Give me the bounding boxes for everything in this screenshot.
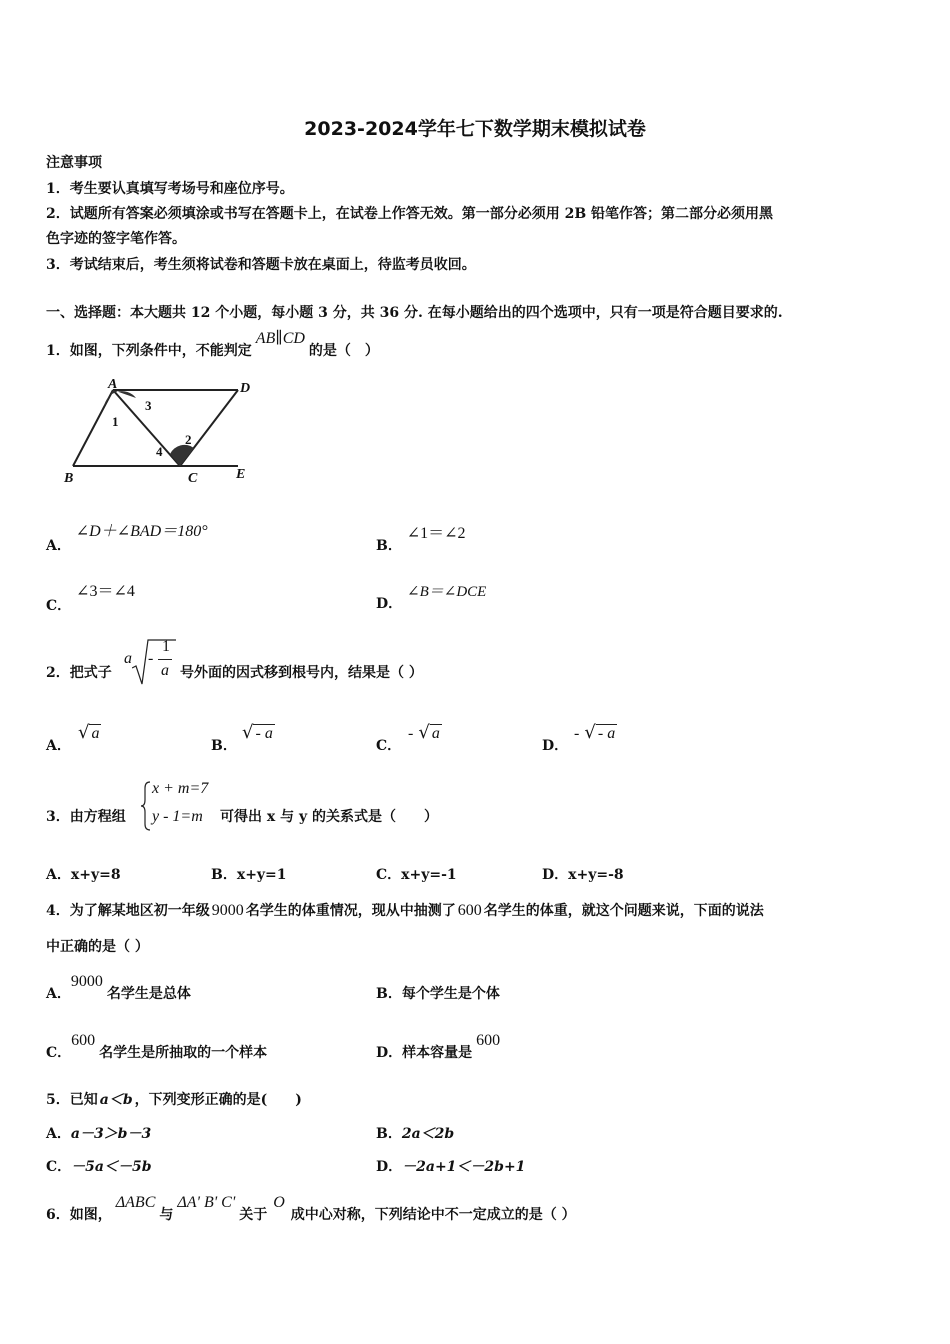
q3-option-a-text: x+y=8: [70, 867, 121, 883]
q6-triangle-abc: ΔABC: [115, 1194, 156, 1211]
q5-prefix: 5．已知: [46, 1092, 98, 1108]
q6-triangle-abc-prime: ΔA' B' C': [177, 1194, 236, 1211]
q3-option-a[interactable]: [46, 864, 121, 884]
q1-option-d-math: ∠B＝∠DCE: [407, 584, 487, 600]
label-b: B: [64, 471, 74, 486]
page-title: 2023-2024学年七下数学期末模拟试卷: [304, 118, 646, 140]
q3-option-c-text: x+y=-1: [401, 867, 457, 883]
q3-eq2: y - 1=m: [152, 808, 203, 825]
q4-option-c-num: 600: [71, 1032, 96, 1049]
q3-option-a-letter: A．: [46, 867, 71, 883]
q4-line1-c: 名学生的体重，就这个问题来说，下面的说法: [483, 903, 764, 919]
q4-option-c[interactable]: [46, 1032, 268, 1062]
q1-option-b-letter: B．: [376, 538, 402, 554]
label-2: 2: [185, 432, 192, 447]
q5-option-d[interactable]: [376, 1156, 525, 1176]
q5-option-b-text: 2a＜2b: [401, 1126, 455, 1142]
q4-option-b-text: 每个学生是个体: [401, 986, 500, 1002]
q1-suffix: 的是（ ）: [308, 343, 379, 359]
q4-n1: 9000: [211, 902, 244, 919]
q6-mid1: 与: [159, 1207, 174, 1223]
q1-formula: AB∥CD: [255, 330, 305, 347]
q3-option-d[interactable]: [542, 864, 624, 884]
q6-mid2: 关于: [239, 1207, 268, 1223]
q4-option-c-letter: C．: [46, 1045, 72, 1061]
q5-option-c[interactable]: [46, 1156, 152, 1176]
q2-option-d-sign: -: [574, 725, 580, 742]
q1-option-b[interactable]: [376, 525, 466, 555]
q4-line1-b: 名学生的体重情况，现从中抽测了: [245, 903, 456, 919]
q1-option-b-math: ∠1＝∠2: [406, 525, 466, 542]
q5-option-c-text: －5a＜－5b: [71, 1159, 152, 1175]
q2-rad-den: a: [161, 662, 169, 679]
q2-option-c-rad: a: [431, 725, 440, 742]
q3-option-d-text: x+y=-8: [568, 867, 624, 883]
q1-option-a[interactable]: [46, 523, 208, 555]
q4-option-b[interactable]: [376, 983, 500, 1003]
q5-stem: [46, 1089, 302, 1109]
notice-heading: 注意事项: [46, 155, 102, 171]
q4-line1-a: 4．为了解某地区初一年级: [46, 903, 210, 919]
q3-option-d-letter: D．: [542, 867, 569, 883]
line-ab: [73, 390, 113, 466]
q3-brace: [140, 780, 152, 832]
q6-prefix: 6．如图，: [46, 1207, 112, 1223]
q5-option-a-text: a－3＞b－3: [70, 1126, 152, 1142]
q5-option-b-letter: B．: [376, 1126, 402, 1142]
q2-option-b-math: √ - a: [242, 722, 273, 743]
q2-option-d-rad: - a: [597, 725, 616, 742]
notice-item-2: 2．试题所有答案必须填涂或书写在答题卡上，在试卷上作答无效。第一部分必须用 2B 铅笔作答；第二部分必须用黑: [46, 206, 774, 222]
q1-option-c-letter: C．: [46, 598, 72, 614]
q2-suffix: 号外面的因式移到根号内，结果是（ ）: [180, 665, 423, 681]
q2-option-d-letter: D．: [542, 738, 569, 754]
q2-coef: a: [124, 650, 132, 667]
q3-prefix: 3．由方程组: [46, 809, 126, 825]
notice-item-1: 1．考生要认真填写考场号和座位序号。: [46, 181, 294, 197]
q4-option-a[interactable]: [46, 973, 191, 1003]
q2-option-b-rad: - a: [255, 725, 273, 742]
q1-prefix: 1．如图，下列条件中，不能判定: [46, 343, 252, 359]
q2-option-c[interactable]: [376, 735, 401, 755]
q6-suffix: 成中心对称，下列结论中不一定成立的是（ ）: [290, 1207, 576, 1223]
q5-option-a[interactable]: [46, 1123, 151, 1143]
q1-option-a-math: ∠D＋∠BAD＝180°: [75, 523, 208, 540]
q2-option-c-sign: -: [408, 725, 414, 742]
q2-prefix: 2．把式子: [46, 665, 112, 681]
notice-item-2-cont: 色字迹的签字笔作答。: [46, 231, 186, 247]
q3-option-c-letter: C．: [376, 867, 402, 883]
q1-option-d-letter: D．: [376, 596, 403, 612]
q5-option-c-letter: C．: [46, 1159, 72, 1175]
q2-option-c-math: - √ a: [408, 722, 440, 743]
q4-option-d-num: 600: [476, 1032, 501, 1049]
section-heading: 一、选择题：本大题共 12 个小题，每小题 3 分，共 36 分. 在每小题给出的四个选项中，只有一项是符合题目要求的.: [46, 305, 783, 321]
q4-option-c-text: 名学生是所抽取的一个样本: [99, 1045, 268, 1061]
q5-option-b[interactable]: [376, 1123, 454, 1143]
q1-option-d[interactable]: [376, 584, 487, 613]
q2-option-a[interactable]: [46, 735, 71, 755]
q2-stem: [46, 662, 112, 682]
q2-option-d[interactable]: [542, 735, 568, 755]
label-a: A: [108, 378, 118, 392]
q4-line1: [46, 900, 764, 920]
q2-option-a-math: √ a: [78, 722, 100, 743]
q4-option-a-letter: A．: [46, 986, 71, 1002]
q3-option-b-text: x+y=1: [236, 867, 287, 883]
q3-suffix: 可得出 x 与 y 的关系式是（ ）: [220, 809, 438, 825]
q2-fraction-bar: [158, 659, 172, 660]
q2-option-a-letter: A．: [46, 738, 71, 754]
q4-option-a-text: 名学生是总体: [106, 986, 191, 1002]
q4-option-d[interactable]: [376, 1032, 501, 1062]
q5-option-d-letter: D．: [376, 1159, 403, 1175]
q4-option-d-letter: D．: [376, 1045, 403, 1061]
label-1: 1: [112, 414, 119, 429]
q1-option-c[interactable]: [46, 583, 135, 615]
q4-line2: 中正确的是（ ）: [46, 939, 149, 955]
q3-option-b[interactable]: [211, 864, 287, 884]
q1-option-a-letter: A．: [46, 538, 71, 554]
q2-option-b[interactable]: [211, 735, 237, 755]
q5-suffix: ，下列变形正确的是( ): [134, 1092, 302, 1108]
q5-cond: a＜b: [99, 1092, 133, 1108]
q5-option-d-text: －2a+1＜－2b+1: [402, 1159, 526, 1175]
q1-stem: [46, 330, 379, 360]
q6-center-o: O: [273, 1194, 285, 1211]
label-e: E: [236, 467, 246, 482]
q3-option-b-letter: B．: [211, 867, 237, 883]
q2-option-a-rad: a: [91, 725, 100, 742]
label-4: 4: [156, 444, 163, 459]
q3-eq1: x + m=7: [152, 780, 209, 797]
q4-option-d-text: 样本容量是: [402, 1045, 473, 1061]
label-c: C: [188, 471, 198, 486]
q2-rad-num: 1: [162, 638, 170, 655]
label-3: 3: [145, 398, 152, 413]
q2-option-b-letter: B．: [211, 738, 237, 754]
q4-option-b-letter: B．: [376, 986, 402, 1002]
q3-option-c[interactable]: [376, 864, 457, 884]
q1-option-c-math: ∠3＝∠4: [76, 583, 135, 600]
q6-stem: [46, 1194, 576, 1224]
q5-option-a-letter: A．: [46, 1126, 71, 1142]
q2-radical-expression: [124, 636, 176, 688]
angle-mark-c: [170, 445, 194, 466]
q2-rad-minus: -: [148, 650, 154, 667]
q2-option-d-math: - √ - a: [574, 722, 616, 743]
q2-option-c-letter: C．: [376, 738, 402, 754]
q4-option-a-num: 9000: [70, 973, 103, 990]
notice-item-3: 3．考试结束后，考生须将试卷和答题卡放在桌面上，待监考员收回。: [46, 257, 476, 273]
label-d: D: [240, 381, 251, 396]
q1-figure: [60, 378, 260, 488]
q4-n2: 600: [457, 902, 482, 919]
